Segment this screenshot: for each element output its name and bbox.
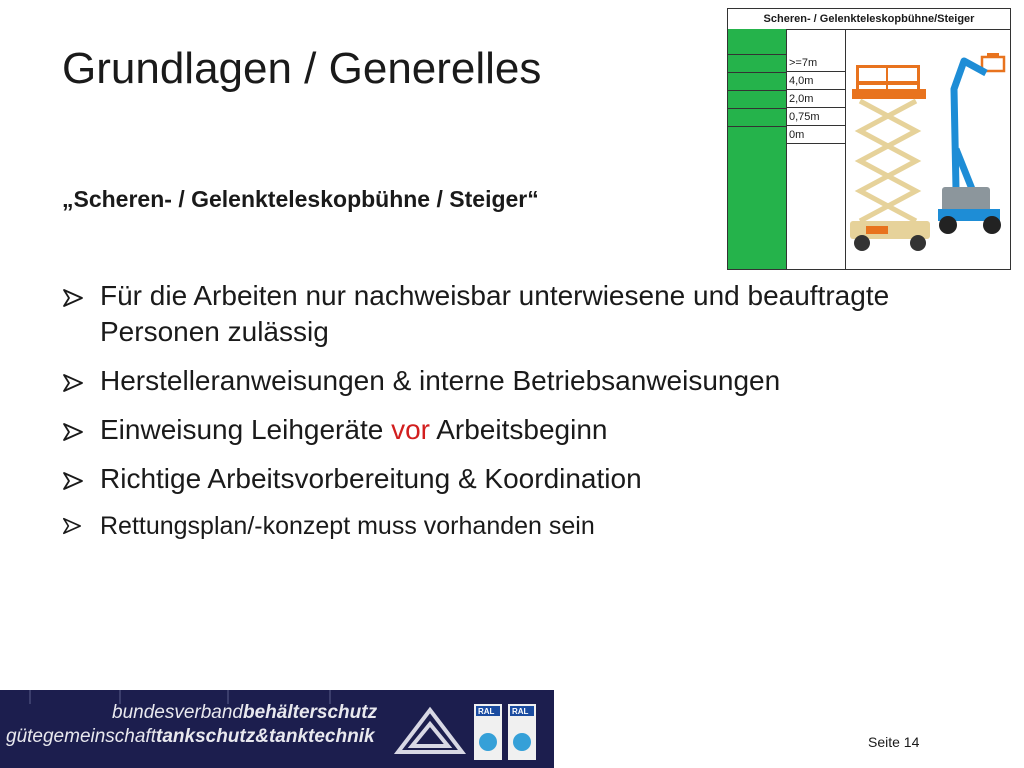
bullet-item bbox=[62, 510, 942, 542]
arrow-bullet-icon bbox=[62, 470, 84, 492]
bullet-item bbox=[62, 461, 942, 497]
footer-line2-bold: tankschutz&tanktechnik bbox=[156, 726, 375, 747]
height-label: >=7m bbox=[786, 54, 845, 72]
scissor-lift-icon bbox=[850, 65, 930, 251]
bullet-text-pre: Einweisung Leihgeräte bbox=[100, 414, 392, 445]
page-number: Seite 14 bbox=[868, 734, 920, 750]
arrow-bullet-icon bbox=[62, 372, 84, 394]
bullet-text: Richtige Arbeitsvorbereitung & Koordination bbox=[100, 463, 642, 494]
ral-logo-text: RAL bbox=[512, 707, 529, 716]
height-table bbox=[727, 8, 1011, 270]
height-table-header: Scheren- / Gelenkteleskopbühne/Steiger bbox=[728, 9, 1010, 30]
arrow-bullet-icon bbox=[62, 287, 84, 309]
height-label: 0,75m bbox=[786, 108, 845, 126]
slide-title: Grundlagen / Generelles bbox=[62, 44, 542, 93]
footer-line2-prefix: gütegemeinschaft bbox=[6, 726, 156, 747]
bullet-text-post: Arbeitsbeginn bbox=[430, 414, 608, 445]
scissor-lift-image bbox=[846, 29, 1011, 269]
height-label: 4,0m bbox=[786, 72, 845, 90]
footer-line1-prefix: bundesverband bbox=[112, 702, 243, 723]
footer-banner bbox=[0, 690, 554, 768]
bullet-text-highlight: vor bbox=[391, 414, 430, 445]
lift-images bbox=[846, 29, 1010, 269]
slide-subtitle: „Scheren- / Gelenkteleskopbühne / Steiger“ bbox=[62, 186, 539, 212]
footer-guild-name bbox=[6, 726, 375, 748]
boom-lift-icon bbox=[938, 53, 1004, 234]
footer-association-name bbox=[112, 702, 377, 724]
footer-line1-bold: behälterschutz bbox=[243, 702, 378, 723]
arrow-bullet-icon bbox=[62, 516, 82, 536]
bullet-text: Für die Arbeiten nur nachweisbar unterwiesene und beauftragte Personen zulässig bbox=[100, 280, 890, 347]
bullet-list bbox=[62, 278, 942, 555]
arrow-bullet-icon bbox=[62, 421, 84, 443]
bullet-text: Herstelleranweisungen & interne Betriebsanweisungen bbox=[100, 365, 781, 396]
bullet-item bbox=[62, 363, 942, 399]
height-label: 0m bbox=[786, 126, 845, 144]
association-logo-icon bbox=[398, 710, 462, 752]
bullet-item bbox=[62, 278, 942, 350]
height-status-column bbox=[728, 29, 787, 269]
height-label-column bbox=[786, 29, 846, 269]
bullet-text: Rettungsplan/-konzept muss vorhanden sein bbox=[100, 512, 595, 540]
height-label: 2,0m bbox=[786, 90, 845, 108]
ral-logo-text: RAL bbox=[478, 707, 495, 716]
bullet-item bbox=[62, 412, 942, 448]
